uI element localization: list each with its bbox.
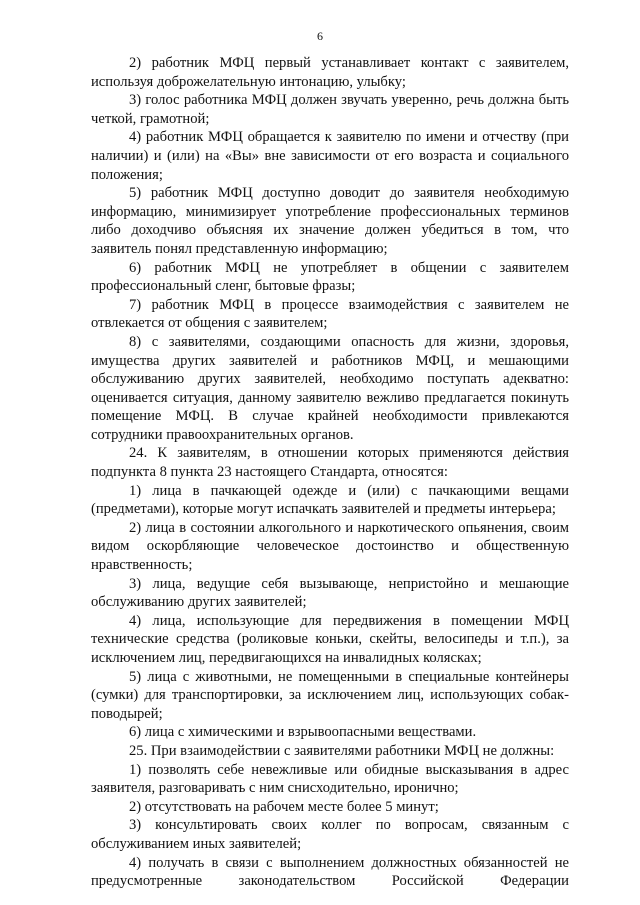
paragraph-24-item-6: 6) лица с химическими и взрывоопасными веществами.: [129, 724, 477, 741]
paragraph-item-8: 8) с заявителями, создающими опасность для жизни, здоровья, имущества других заявителей и работников МФЦ, и мешающими обслуживанию других заявителей, необходимо поступать адекватно: оценивается ситуация, данному заявителю вежливо предлагается покинуть помещение МФЦ. В случае крайней необходимости привлекаются сотрудники правоохранительных органов.: [91, 333, 569, 443]
paragraph-section-25: 25. При взаимодействии с заявителями работники МФЦ не должны:: [129, 742, 555, 759]
paragraph-item-7: 7) работник МФЦ в процессе взаимодействия с заявителем не отвлекается от общения с заявителем;: [91, 296, 569, 332]
paragraph-25-item-2: 2) отсутствовать на рабочем месте более 5 минут;: [129, 798, 439, 815]
paragraph-24-item-5: 5) лица с животными, не помещенными в специальные контейнеры (сумки) для транспортировки, за исключением лиц, использующих собак-поводырей;: [91, 668, 569, 722]
page-number: 6: [317, 29, 323, 43]
paragraph-item-3: 3) голос работника МФЦ должен звучать уверенно, речь должна быть четкой, грамотной;: [91, 92, 569, 127]
document-body: [91, 54, 569, 891]
paragraph-25-item-4: 4) получать в связи с выполнением должностных обязанностей не предусмотренные законодательством Российской Федерации: [91, 854, 569, 890]
paragraph-item-2: 2) работник МФЦ первый устанавливает контакт с заявителем, используя доброжелательную интонацию, улыбку;: [91, 55, 569, 90]
paragraph-24-item-2: 2) лица в состоянии алкогольного и наркотического опьянения, своим видом оскорбляющие человеческое достоинство и общественную нравственность;: [91, 519, 569, 574]
paragraph-item-6: 6) работник МФЦ не употребляет в общении с заявителем профессиональный сленг, бытовые фразы;: [91, 259, 569, 295]
paragraph-25-item-3: 3) консультировать своих коллег по вопросам, связанным с обслуживанием иных заявителей;: [91, 817, 569, 852]
paragraph-24-item-4: 4) лица, использующие для передвижения в помещении МФЦ технические средства (роликовые коньки, скейты, велосипеды и т.п.), за исключением лиц, передвигающихся на инвалидных колясках;: [91, 612, 569, 666]
paragraph-24-item-1: 1) лица в пачкающей одежде и (или) с пачкающими вещами (предметами), которые могут испачкать заявителей и предметы интерьера;: [91, 482, 569, 518]
paragraph-item-5: 5) работник МФЦ доступно доводит до заявителя необходимую информацию, минимизирует употребление профессиональных терминов либо доходчиво объясняя их значение должен убедиться в том, что заявитель понял представленную информацию;: [91, 185, 569, 257]
paragraph-25-item-1: 1) позволять себе невежливые или обидные высказывания в адрес заявителя, разговаривать с ним снисходительно, иронично;: [91, 761, 569, 797]
paragraph-24-item-3: 3) лица, ведущие себя вызывающе, непристойно и мешающие обслуживанию других заявителей;: [91, 575, 569, 611]
paragraph-section-24: 24. К заявителям, в отношении которых применяются действия подпункта 8 пункта 23 настоящего Стандарта, относятся:: [91, 445, 569, 481]
paragraph-item-4: 4) работник МФЦ обращается к заявителю по имени и отчеству (при наличии) и (или) на «Вы» вне зависимости от его возраста и социального положения;: [91, 129, 569, 183]
